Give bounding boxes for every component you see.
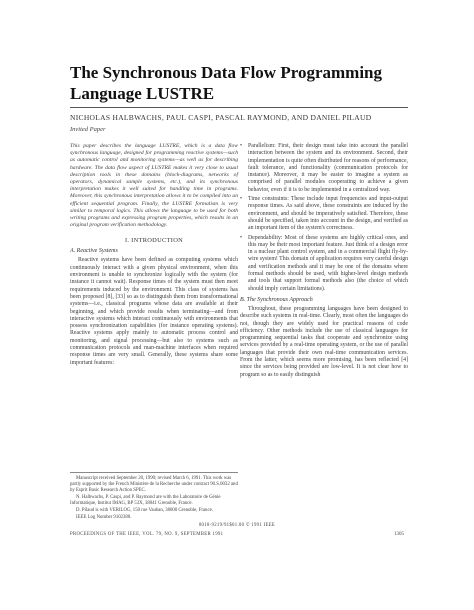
footnote-manuscript: Manuscript received September 20, 1990; revised March 6, 1991. This work was partly supported by the French Ministère de la Recherche under contract 90.S.0032 and by Esprit Basic Research Action SPEC. — [70, 476, 238, 493]
footnote — [70, 472, 238, 522]
journal-footer: PROCEEDINGS OF THE IEEE, VOL. 79, NO. 9, SEPTEMBER 1991 — [70, 532, 224, 537]
list-item: • Parallelism: First, their design must take into account the parallel interaction between the system and its environment. Second, their implementation is quite often distributed for reasons of performance, fault tolerance, and functionality (communication protocols for instance). Moreover, it may be easier to imagine a system as comprised of parallel modules cooperating to achieve a given behavior, even if it is to be implemented in a centralized way. — [240, 143, 408, 194]
paper-title — [70, 62, 410, 104]
synchronous-paragraph: Throughout, these programming languages have been designed to describe such systems in real-time. Clearly, most often the languages do not, though they are widely used for practical reasons of code efficiency. Other methods include the use of classical languages for programming sequential tasks that cooperate and synchronize using services provided by a real-time operating system, or the use of parallel languages that provide their own real-time communication services. From the latter, which seems more promising, has been reflected [4] since the services being provided are low-level. It is not clear how to program so as to easily distinguish — [240, 305, 408, 378]
footnote-log-number: IEEE Log Number 9102388. — [76, 515, 132, 520]
right-column — [240, 143, 408, 379]
subsection-heading-reactive-systems: A. Reactive Systems — [70, 248, 118, 255]
section-heading-introduction: I. INTRODUCTION — [124, 237, 184, 245]
invited-paper-label: Invited Paper — [70, 126, 106, 133]
footnote-affiliation-1: N. Halbwachs, P. Caspi, and P. Raymond are with the Laboratoire de Génie Informatique, Institut IMAG, BP 53X, 38041 Grenoble, France. — [70, 495, 221, 506]
title-line-2: Language LUSTRE — [70, 84, 215, 103]
copyright-line: 0018-9219/91$01.00 © 1991 IEEE — [198, 523, 276, 528]
left-column — [70, 143, 238, 367]
list-item: • Time constraints: These include input frequencies and input-output response times. As said above, these constraints are induced by the environment, and should be imperatively satisfied. Therefore, these should be specified, taken into account in the design, and verified as an important item of the system's correctness. — [240, 196, 408, 232]
page-number: 1305 — [394, 532, 404, 537]
author-list: NICHOLAS HALBWACHS, PAUL CASPI, PASCAL RAYMOND, AND DANIEL PILAUD — [70, 113, 372, 122]
feature-list — [240, 143, 408, 293]
footnote-affiliation-2: D. Pilaud is with VERILOG, 150 rue Vauban, 38000 Grenoble, France. — [76, 508, 213, 513]
intro-paragraph: Reactive systems have been defined as computing systems which continuously interact with a given physical environment, when this environment is unable to synchronize logically with the system (for instance it cannot wait). Response times of the system must then meet requirements induced by the environment. This class of systems has been proposed [8], [33] so as to distinguish them from transformational systems—i.e., classical programs whose data are available at their beginning, and which provide results when terminating—and from interactive systems which interact continuously with environments that possess synchronization capabilities (for instance operating systems). Reactive systems apply mainly to automatic process control and monitoring, and signal processing—but also to systems such as communication protocols and man-machine interfaces when required response times are very small. Generally, these systems share some important features: — [70, 257, 238, 366]
title-line-1: The Synchronous Data Flow Programming — [70, 63, 383, 82]
subsection-heading-synchronous-approach: B. The Synchronous Approach — [240, 296, 313, 303]
list-item: • Dependability: Most of these systems are highly critical ones, and this may be their most important feature. Just think of a design error in a nuclear plant control system, and in a commercial flight fly-by-wire system! This domain of application requires very careful design and verification methods and it may be one of the domains where formal methods should be used, with higher-level design methods and tools that support formal methods also (the choice of which should imply certain limitations). — [240, 235, 408, 293]
abstract: This paper describes the language LUSTRE, which is a data flow synchronous language, designed for programming reactive systems—such as automatic control and monitoring systems—as well as for describing hardware. The data flow aspect of LUSTRE makes it very close to usual description tools in these domains (block-diagrams, networks of operators, dynamical sample systems, etc.), and its synchronous interpretation makes it well suited for handling time in programs. Moreover, this synchronous interpretation allows it to be compiled into an efficient sequential program. Finally, the LUSTRE formalism is very similar to temporal logics. This allows the language to be used for both writing programs and expressing program properties, which results in an original program verification methodology. — [70, 143, 238, 229]
title-rule — [70, 107, 408, 108]
